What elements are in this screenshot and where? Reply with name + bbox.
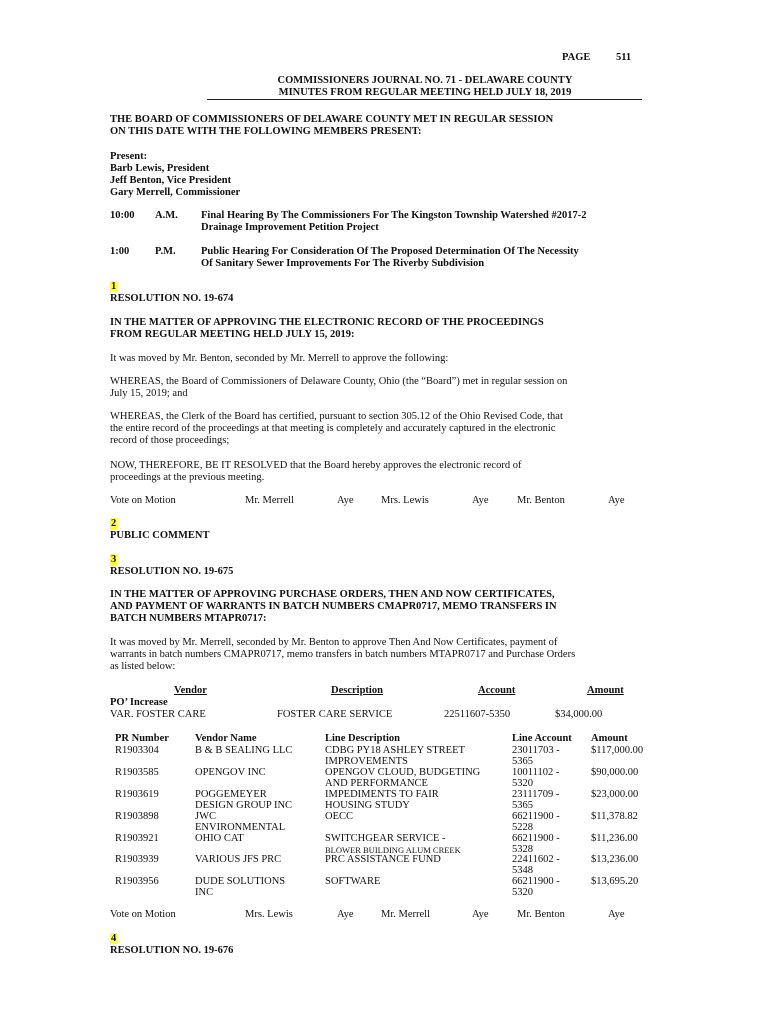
vote-member: Mr. Merrell	[245, 495, 294, 506]
pr-vendor: ENVIRONMENTAL	[195, 822, 286, 833]
item-number-badge: 2	[111, 518, 117, 529]
item-number-badge: 4	[111, 933, 117, 944]
pr-vendor: VARIOUS JFS PRC	[195, 854, 282, 865]
pr-account: 23111709 -	[512, 789, 560, 800]
item-number-badge: 1	[111, 281, 117, 292]
header-rule	[207, 99, 642, 100]
vote-member: Mr. Benton	[517, 909, 565, 920]
schedule-desc: Of Sanitary Sewer Improvements For The Riverby Subdivision	[201, 258, 485, 269]
pr-vendor: DESIGN GROUP INC	[195, 800, 293, 811]
pr-account: 22411602 -	[512, 854, 560, 865]
pr-number: R1903956	[115, 876, 159, 887]
pr-account: 66211900 -	[512, 876, 560, 887]
po-amount: $34,000.00	[555, 709, 603, 720]
vote-label: Vote on Motion	[110, 909, 176, 920]
resolution-title: IN THE MATTER OF APPROVING THE ELECTRONIC RECORD OF THE PROCEEDINGS	[110, 317, 544, 328]
pr-description: SOFTWARE	[325, 876, 381, 887]
motion-text: warrants in batch numbers CMAPR0717, memo transfers in batch numbers MTAPR0717 and Purchase Orders	[110, 649, 576, 660]
schedule-ampm: P.M.	[155, 246, 176, 257]
pr-header-account: Line Account	[512, 733, 572, 744]
resolution-number: RESOLUTION NO. 19-675	[110, 566, 234, 577]
pr-amount: $90,000.00	[591, 767, 639, 778]
vote-member: Mr. Merrell	[381, 909, 430, 920]
pr-description: OPENGOV CLOUD, BUDGETING	[325, 767, 481, 778]
member-item: Jeff Benton, Vice President	[110, 175, 232, 186]
pr-description: SWITCHGEAR SERVICE -	[325, 833, 446, 844]
resolution-title: IN THE MATTER OF APPROVING PURCHASE ORDERS, THEN AND NOW CERTIFICATES,	[110, 589, 555, 600]
pr-description: CDBG PY18 ASHLEY STREET	[325, 745, 465, 756]
pr-amount: $11,378.82	[591, 811, 638, 822]
vote-value: Aye	[472, 495, 489, 506]
page-label: PAGE	[562, 52, 591, 63]
pr-vendor: OHIO CAT	[195, 833, 244, 844]
po-header-account: Account	[478, 685, 516, 696]
pr-vendor: JWC	[195, 811, 216, 822]
vote-value: Aye	[472, 909, 489, 920]
whereas-text: record of those proceedings;	[110, 435, 230, 446]
pr-account: 66211900 -	[512, 811, 560, 822]
pr-vendor: B & B SEALING LLC	[195, 745, 293, 756]
schedule-time: 1:00	[110, 246, 130, 257]
pr-amount: $11,236.00	[591, 833, 638, 844]
motion-text: as listed below:	[110, 661, 176, 672]
schedule-time: 10:00	[110, 210, 135, 221]
resolution-number: RESOLUTION NO. 19-676	[110, 945, 234, 956]
resolved-text: NOW, THEREFORE, BE IT RESOLVED that the Board hereby approves the electronic record of	[110, 460, 522, 471]
pr-amount: $13,695.20	[591, 876, 639, 887]
pr-account: 66211900 -	[512, 833, 560, 844]
section-title: PUBLIC COMMENT	[110, 530, 210, 541]
pr-vendor: INC	[195, 887, 214, 898]
vote-member: Mrs. Lewis	[381, 495, 429, 506]
pr-header-amount: Amount	[591, 733, 628, 744]
minutes-title: MINUTES FROM REGULAR MEETING HELD JULY 18, 2019	[278, 87, 572, 98]
resolution-title: FROM REGULAR MEETING HELD JULY 15, 2019:	[110, 329, 355, 340]
pr-vendor: DUDE SOLUTIONS	[195, 876, 286, 887]
pr-account: 5365	[512, 800, 533, 811]
po-vendor: VAR. FOSTER CARE	[110, 709, 206, 720]
motion-text: It was moved by Mr. Merrell, seconded by Mr. Benton to approve Then And Now Certificates, payment of	[110, 637, 558, 648]
pr-number: R1903585	[115, 767, 159, 778]
pr-description: IMPROVEMENTS	[325, 756, 408, 767]
pr-vendor: OPENGOV INC	[195, 767, 266, 778]
pr-amount: $23,000.00	[591, 789, 639, 800]
schedule-desc: Final Hearing By The Commissioners For The Kingston Township Watershed #2017-2	[201, 210, 587, 221]
pr-description: IMPEDIMENTS TO FAIR	[325, 789, 439, 800]
item-number-badge: 3	[111, 554, 117, 565]
whereas-text: WHEREAS, the Clerk of the Board has certified, pursuant to section 305.12 of the Ohio Revised Code, that	[110, 411, 563, 422]
motion-text: It was moved by Mr. Benton, seconded by Mr. Merrell to approve the following:	[110, 353, 449, 364]
po-header-amount: Amount	[587, 685, 624, 696]
member-item: Gary Merrell, Commissioner	[110, 187, 241, 198]
pr-account: 5228	[512, 822, 533, 833]
pr-account: 5348	[512, 865, 533, 876]
pr-account: 5328	[512, 844, 533, 855]
schedule-desc: Public Hearing For Consideration Of The Proposed Determination Of The Necessity	[201, 246, 579, 257]
vote-value: Aye	[337, 909, 354, 920]
pr-number: R1903898	[115, 811, 159, 822]
vote-member: Mr. Benton	[517, 495, 565, 506]
vote-member: Mrs. Lewis	[245, 909, 293, 920]
vote-label: Vote on Motion	[110, 495, 176, 506]
pr-description: OECC	[325, 811, 354, 822]
page-number: 511	[616, 52, 632, 63]
pr-description: HOUSING STUDY	[325, 800, 410, 811]
pr-number: R1903619	[115, 789, 159, 800]
pr-description: BLOWER BUILDING ALUM CREEK	[325, 845, 461, 855]
pr-header-number: PR Number	[115, 733, 169, 744]
vote-value: Aye	[337, 495, 354, 506]
intro-line-1: THE BOARD OF COMMISSIONERS OF DELAWARE COUNTY MET IN REGULAR SESSION	[110, 114, 554, 125]
schedule-ampm: A.M.	[155, 210, 178, 221]
resolution-number: RESOLUTION NO. 19-674	[110, 293, 234, 304]
pr-account: 23011703 -	[512, 745, 560, 756]
member-item: Barb Lewis, President	[110, 163, 210, 174]
pr-header-description: Line Description	[325, 733, 400, 744]
pr-description: PRC ASSISTANCE FUND	[325, 854, 441, 865]
resolution-title: BATCH NUMBERS MTAPR0717:	[110, 613, 267, 624]
pr-account: 5320	[512, 778, 533, 789]
journal-title: COMMISSIONERS JOURNAL NO. 71 - DELAWARE COUNTY	[277, 75, 573, 86]
vote-value: Aye	[608, 495, 625, 506]
whereas-text: WHEREAS, the Board of Commissioners of Delaware County, Ohio (the “Board”) met in regular session on	[110, 376, 568, 387]
pr-amount: $13,236.00	[591, 854, 639, 865]
pr-number: R1903304	[115, 745, 159, 756]
po-header-vendor: Vendor	[174, 685, 207, 696]
schedule-desc: Drainage Improvement Petition Project	[201, 222, 379, 233]
pr-number: R1903921	[115, 833, 159, 844]
pr-account: 5320	[512, 887, 533, 898]
po-header-description: Description	[331, 685, 383, 696]
pr-account: 10011102 -	[512, 767, 560, 778]
pr-header-vendor: Vendor Name	[195, 733, 257, 744]
whereas-text: the entire record of the proceedings at that meeting is completely and accurately captured in the electronic	[110, 423, 556, 434]
intro-line-2: ON THIS DATE WITH THE FOLLOWING MEMBERS PRESENT:	[110, 126, 422, 137]
whereas-text: July 15, 2019; and	[110, 388, 188, 399]
pr-account: 5365	[512, 756, 533, 767]
po-description: FOSTER CARE SERVICE	[277, 709, 393, 720]
resolved-text: proceedings at the previous meeting.	[110, 472, 265, 483]
vote-value: Aye	[608, 909, 625, 920]
pr-vendor: POGGEMEYER	[195, 789, 267, 800]
present-label: Present:	[110, 151, 148, 162]
pr-amount: $117,000.00	[591, 745, 644, 756]
po-increase-label: PO’ Increase	[110, 697, 168, 708]
pr-number: R1903939	[115, 854, 159, 865]
pr-description: AND PERFORMANCE	[325, 778, 428, 789]
resolution-title: AND PAYMENT OF WARRANTS IN BATCH NUMBERS CMAPR0717, MEMO TRANSFERS IN	[110, 601, 557, 612]
po-account: 22511607-5350	[444, 709, 511, 720]
